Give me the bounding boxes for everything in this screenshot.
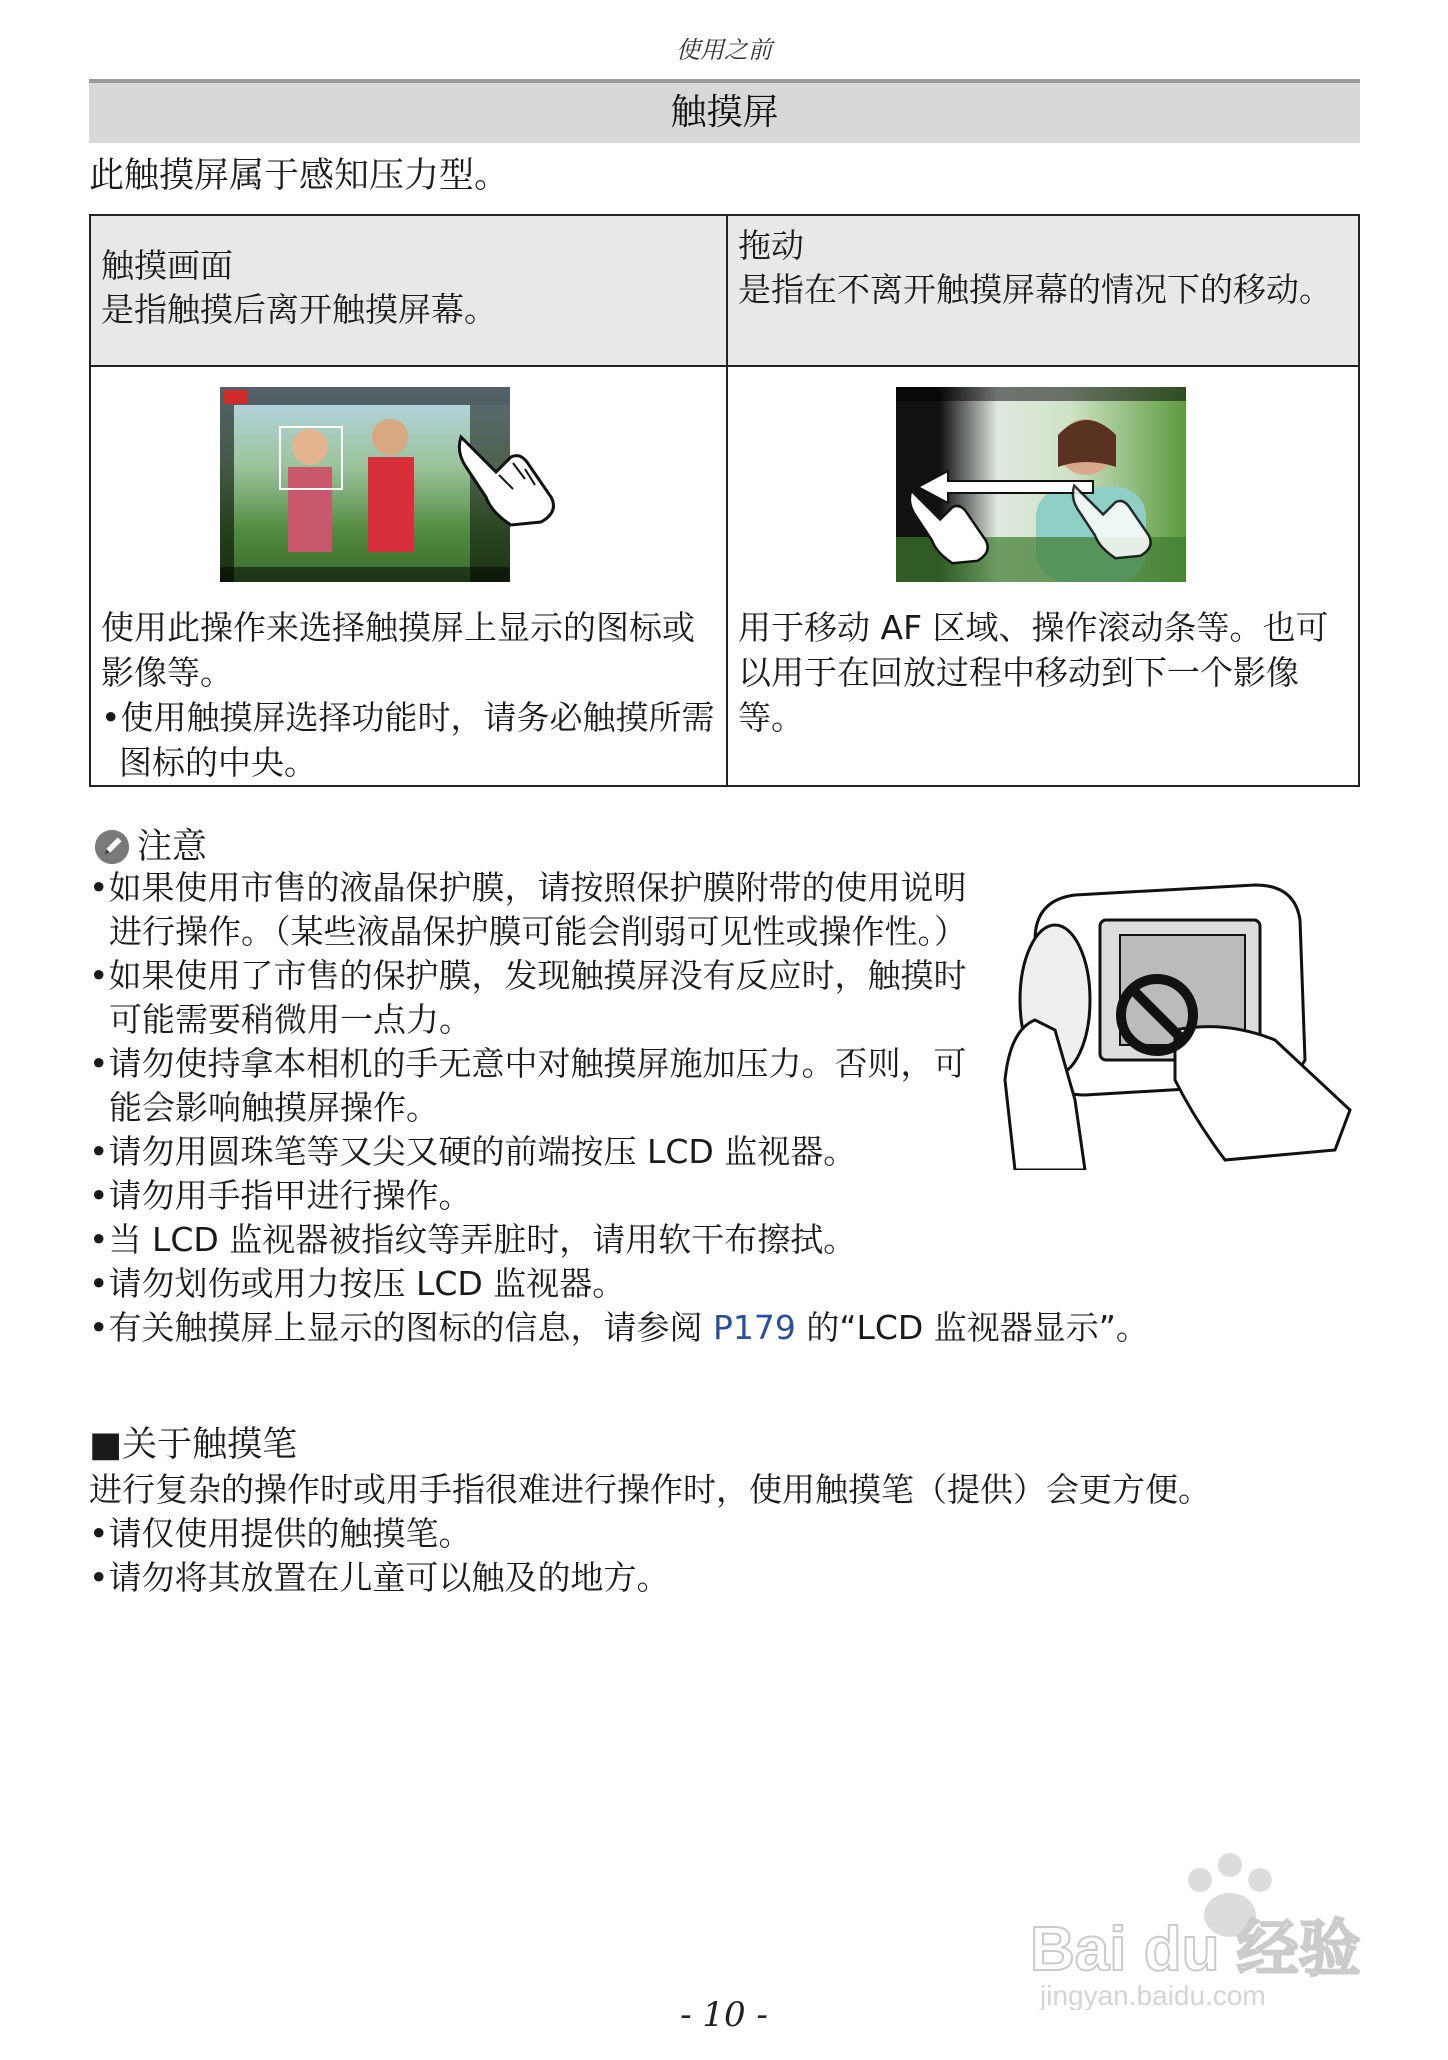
note-item: •如果使用了市售的保护膜，发现触摸屏没有反应时，触摸时可能需要稍微用一点力。: [89, 956, 967, 1039]
watermark-url: jingyan.baidu.com: [1040, 1980, 1266, 2010]
drag-header-cell: [728, 216, 1358, 365]
camera-hand-illustration: [995, 880, 1365, 1170]
note-item: •当 LCD 监视器被指纹等弄脏时，请用软干布擦拭。: [89, 1220, 857, 1259]
note-item: •请勿用手指甲进行操作。: [89, 1176, 472, 1215]
page-header: 使用之前: [676, 36, 772, 64]
baidu-watermark-logo: [1025, 1840, 1370, 2010]
touch-operations-table: [89, 214, 1360, 787]
tapping-hand-icon: [451, 417, 566, 527]
touch-body-cell: [91, 367, 726, 785]
pencil-note-icon: [93, 828, 131, 866]
note-heading-text: 注意: [137, 827, 208, 867]
note-item: •请勿使持拿本相机的手无意中对触摸屏施加压力。否则，可能会影响触摸屏操作。: [89, 1044, 967, 1127]
stylus-body: [89, 1468, 1369, 1600]
touch-header-cell: [91, 216, 726, 365]
intro-text: 此触摸屏属于感知压力型。: [89, 156, 510, 196]
note-item-reference: [89, 1306, 1369, 1350]
reference-prefix: •有关触摸屏上显示的图标的信息，请参阅: [89, 1308, 713, 1347]
stylus-item: •请仅使用提供的触摸笔。: [89, 1514, 472, 1553]
drag-heading: 拖动: [738, 226, 804, 265]
watermark-text: Bai du 经验: [1030, 1915, 1361, 1984]
stylus-text: 进行复杂的操作时或用手指很难进行操作时，使用触摸笔（提供）会更方便。: [89, 1470, 1211, 1509]
drag-body-text: 用于移动 AF 区域、操作滚动条等。也可以用于在回放过程中移动到下一个影像等。: [738, 608, 1329, 737]
drag-hand-end-icon: [1066, 467, 1161, 562]
stylus-heading: ■关于触摸笔: [89, 1425, 298, 1465]
section-title: 触摸屏: [89, 83, 1360, 143]
drag-body-cell: [728, 367, 1358, 785]
touch-description: 是指触摸后离开触摸屏幕。: [101, 290, 497, 329]
touch-usage-text: 使用此操作来选择触摸屏上显示的图标或影像等。: [101, 608, 695, 692]
touch-body-text: [101, 605, 716, 785]
reference-suffix: 的“LCD 监视器显示”。: [795, 1308, 1149, 1347]
note-heading: [93, 824, 207, 870]
note-item: •请勿用圆珠笔等又尖又硬的前端按压 LCD 监视器。: [89, 1132, 857, 1171]
page-reference-link[interactable]: P179: [712, 1308, 796, 1347]
drag-hand-start-icon: [903, 472, 998, 567]
note-item: •请勿划伤或用力按压 LCD 监视器。: [89, 1264, 626, 1303]
touch-bullet: •使用触摸屏选择功能时，请务必触摸所需图标的中央。: [101, 698, 715, 782]
stylus-item: •请勿将其放置在儿童可以触及的地方。: [89, 1558, 670, 1597]
drag-description: 是指在不离开触摸屏幕的情况下的移动。: [738, 270, 1332, 309]
note-item: •如果使用市售的液晶保护膜，请按照保护膜附带的使用说明进行操作。（某些液晶保护膜可能会削弱可见性或操作性。）: [89, 868, 967, 951]
page-number: - 10 -: [680, 1995, 768, 2035]
touch-heading: 触摸画面: [101, 246, 233, 285]
